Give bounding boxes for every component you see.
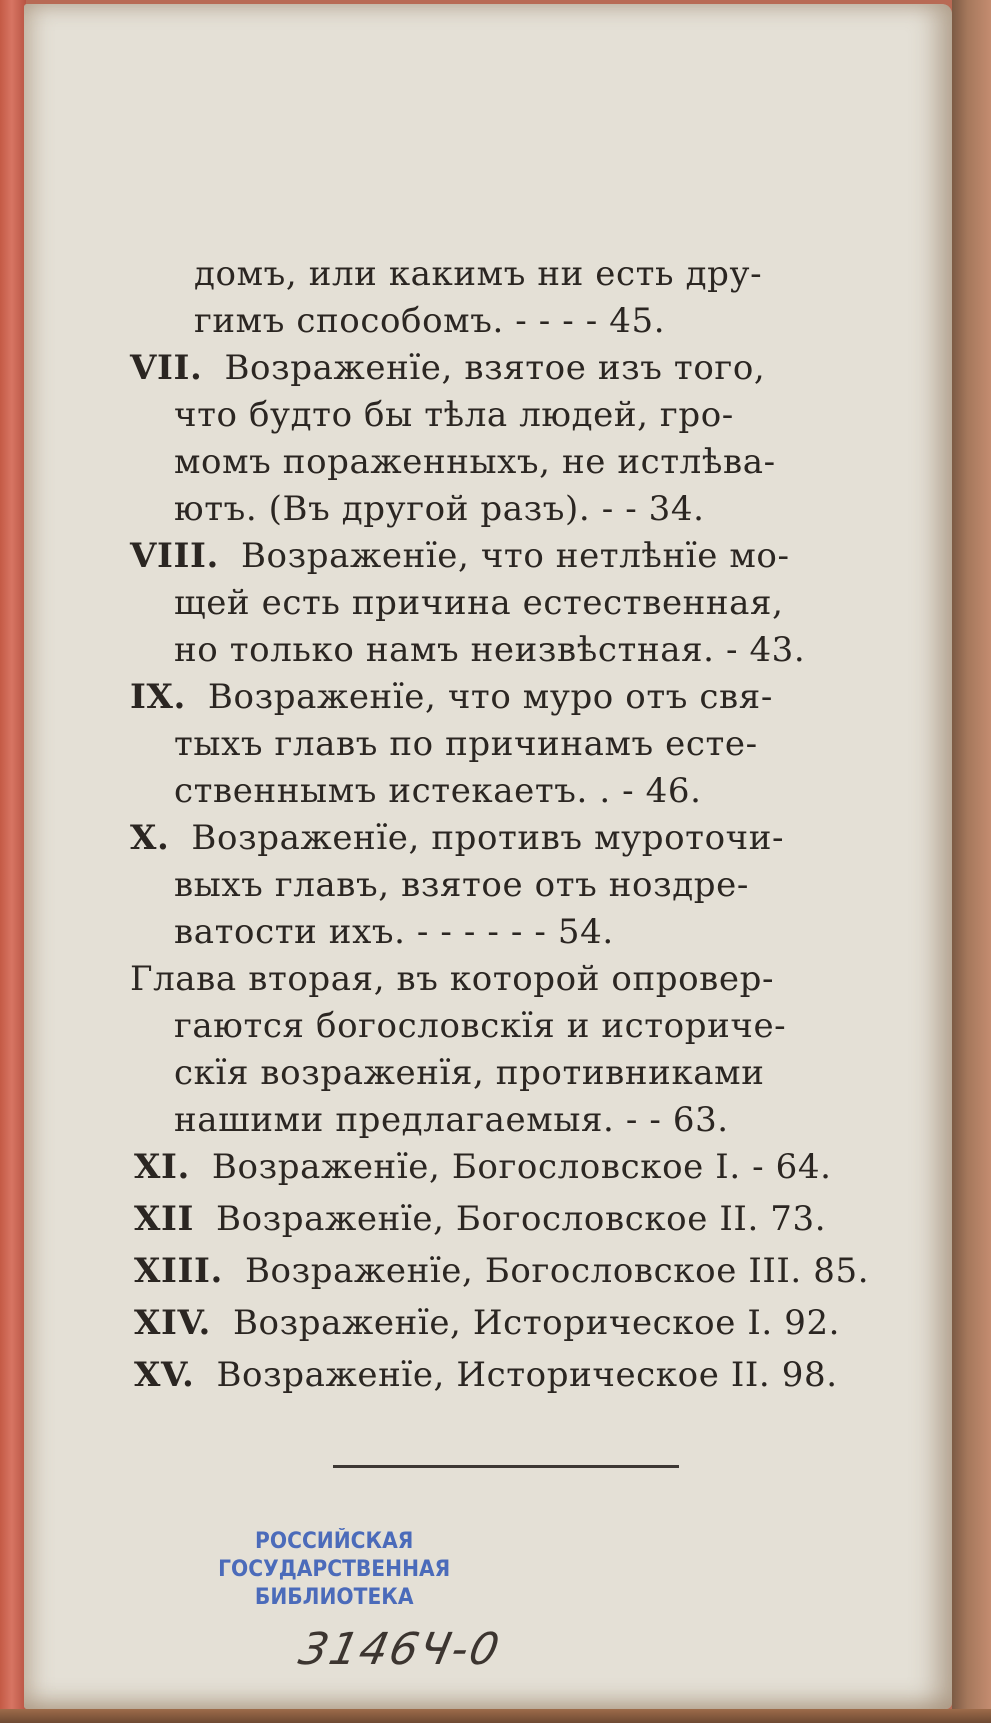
toc-line: ватости ихъ. - - - - - - 54.	[174, 912, 614, 952]
toc-line: щей есть причина естественная,	[174, 583, 784, 623]
toc-entry-ix	[130, 677, 773, 717]
toc-entry-number: XV.	[134, 1355, 195, 1395]
toc-line: Возраженїе, что муро отъ свя-	[207, 677, 773, 717]
toc-line: Возраженїе, Богословское I. - 64.	[211, 1147, 832, 1187]
toc-line: выхъ главъ, взятое отъ ноздре-	[174, 865, 749, 905]
toc-entry-number: XIV.	[134, 1303, 211, 1343]
toc-line: Возраженїе, Богословское III. 85.	[244, 1251, 870, 1291]
toc-line: Возраженїе, Историческое I. 92.	[232, 1303, 841, 1343]
toc-entry-number: VIII.	[130, 536, 219, 576]
page-right-edge	[952, 0, 991, 1723]
end-rule-divider	[333, 1465, 679, 1468]
toc-line: гаются богословскїя и историче-	[174, 1006, 787, 1046]
toc-line: нашими предлагаемыя. - - 63.	[174, 1100, 729, 1140]
stamp-line: ГОСУДАРСТВЕННАЯ	[218, 1557, 451, 1582]
toc-entry-number: X.	[130, 818, 170, 858]
book-spine-edge	[0, 0, 26, 1723]
toc-entry-vii	[130, 348, 765, 388]
toc-entry-xv	[134, 1355, 838, 1395]
toc-entry-xi	[134, 1147, 832, 1187]
page-bottom-edge	[0, 1709, 991, 1723]
toc-entry-number: XIII.	[134, 1251, 223, 1291]
toc-entry-number: VII.	[130, 348, 203, 388]
handwritten-shelfmark: 3146Ч-0	[294, 1624, 506, 1675]
toc-entry-xii	[134, 1199, 826, 1239]
toc-line: Возраженїе, взятое изъ того,	[224, 348, 766, 388]
toc-line: Возраженїе, Историческое II. 98.	[216, 1355, 838, 1395]
toc-line: скїя возраженїя, противниками	[174, 1053, 765, 1093]
toc-line: ственнымъ истекаетъ. . - 46.	[174, 771, 702, 811]
toc-entry-number: XI.	[134, 1147, 190, 1187]
toc-entry-xiv	[134, 1303, 840, 1343]
toc-line: момъ пораженныхъ, не истлѣва-	[174, 442, 776, 482]
toc-line: Возраженїе, что нетлѣнїе мо-	[240, 536, 790, 576]
toc-line: что будто бы тѣла людей, гро-	[174, 395, 734, 435]
toc-line: ютъ. (Въ другой разъ). - - 34.	[174, 489, 705, 529]
toc-line: тыхъ главъ по причинамъ есте-	[174, 724, 758, 764]
toc-entry-viii	[130, 536, 790, 576]
toc-entry-xiii	[134, 1251, 869, 1291]
toc-entry-x	[130, 818, 784, 858]
library-stamp	[210, 1528, 458, 1612]
toc-line: домъ, или какимъ ни есть дру-	[194, 254, 763, 294]
toc-line: гимъ способомъ. - - - - 45.	[194, 301, 666, 341]
toc-entry-number: XII	[134, 1199, 194, 1239]
toc-chapter-two: Глава вторая, въ которой опровер-	[130, 959, 775, 999]
toc-line: но только намъ неизвѣстная. - 43.	[174, 630, 806, 670]
stamp-line: РОССИЙСКАЯ	[255, 1529, 414, 1554]
toc-entry-number: IX.	[130, 677, 186, 717]
toc-line: Возраженїе, Богословское II. 73.	[216, 1199, 827, 1239]
toc-line: Возраженїе, противъ муроточи-	[191, 818, 785, 858]
stamp-line: БИБЛИОТЕКА	[254, 1585, 414, 1610]
book-page	[24, 4, 952, 1709]
